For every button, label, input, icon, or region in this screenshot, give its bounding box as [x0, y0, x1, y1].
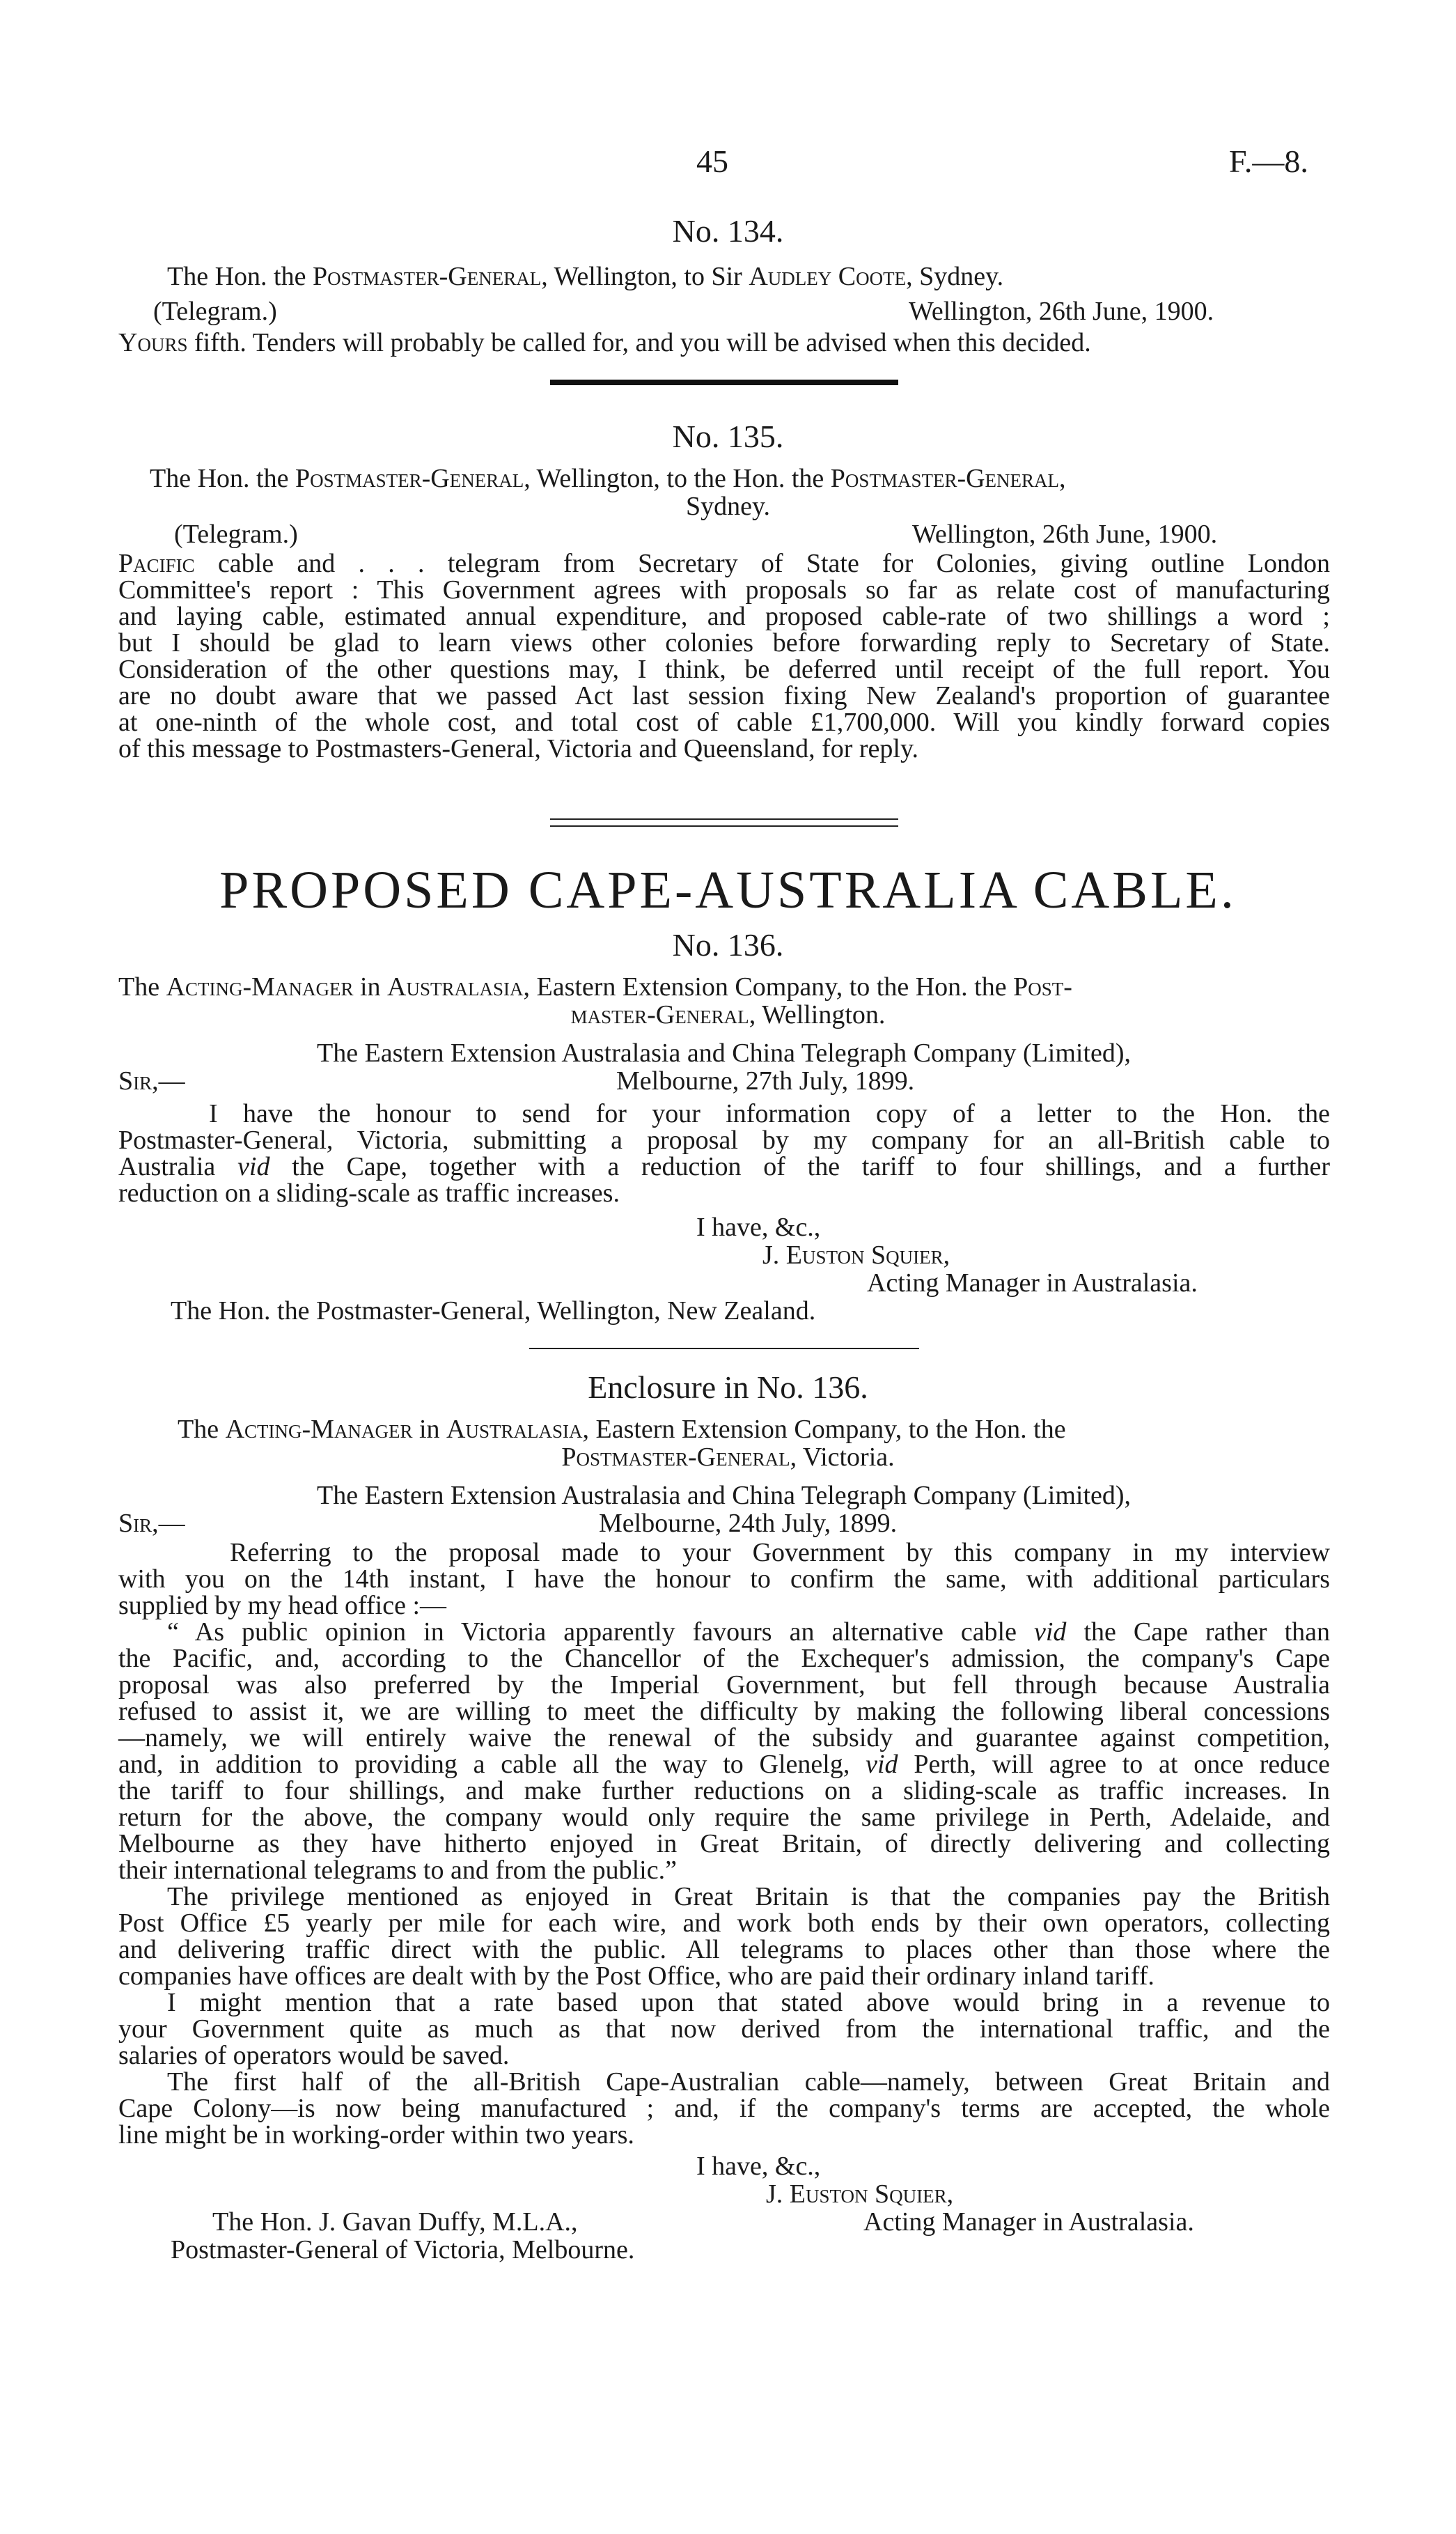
text: Pacific	[118, 549, 195, 578]
body-line: but I should be glad to learn views other colonies before forwarding reply to Secretary of State.	[118, 628, 1330, 658]
text: Post-	[1013, 972, 1072, 1002]
italic-word: vid	[866, 1750, 898, 1779]
enclosure-signature-title: Acting Manager in Australasia.	[863, 2207, 1194, 2237]
no136-dateline: Melbourne, 27th July, 1899.	[616, 1066, 915, 1096]
double-rule	[550, 818, 898, 827]
text: The Hon. the	[150, 464, 295, 493]
no135-telegram-label: (Telegram.)	[174, 520, 298, 549]
heading-no-134: No. 134.	[672, 213, 784, 249]
text: Postmaster-General	[312, 262, 542, 291]
enclosure-addressee-2: Postmaster-General of Victoria, Melbourne.	[171, 2235, 635, 2264]
body-line: Postmaster-General, Victoria, submitting a proposal by my company for an all-British cable to	[118, 1126, 1330, 1155]
no135-address-line	[150, 463, 1066, 494]
enclosure-signature-name	[766, 2179, 953, 2209]
text: Acting-Manager	[225, 1415, 413, 1444]
body-line: Committee's report : This Government agrees with proposals so far as relate cost of manufacturing	[118, 575, 1330, 605]
body-line: companies have offices are dealt with by the Post Office, who are paid their ordinary inland tariff.	[118, 1961, 1154, 1991]
body-line: proposal was also preferred by the Imperial Government, but fell through because Australia	[118, 1670, 1330, 1700]
body-line: —namely, we will entirely waive the renewal of the subsidy and guarantee against competition,	[118, 1723, 1330, 1752]
text: J.	[762, 1241, 786, 1270]
text: cable and . . . telegram from Secretary of State for Colonies, giving outline London	[217, 549, 1330, 578]
no136-closing: I have, &c.,	[696, 1213, 821, 1242]
enclosure-company: The Eastern Extension Australasia and China Telegraph Company (Limited),	[317, 1481, 1132, 1510]
enclosure-closing: I have, &c.,	[696, 2152, 821, 2181]
enclosure-body	[118, 1539, 1330, 2148]
text: , Wellington, to Sir	[541, 262, 749, 291]
body-line: Post Office £5 yearly per mile for each wire, and work both ends by their own operators, collecting	[118, 1909, 1330, 1938]
enclosure-salutation: Sir,—	[118, 1509, 185, 1538]
body-line: The privilege mentioned as enjoyed in Great Britain is that the companies pay the British	[167, 1882, 1330, 1911]
no135-body	[118, 550, 1330, 762]
text: Euston Squier	[789, 2179, 947, 2209]
body-line: line might be in working-order within two years.	[118, 2120, 634, 2150]
heading-no-135: No. 135.	[672, 419, 784, 454]
text: fifth. Tenders will probably be called for, and you will be advised when this decided.	[187, 328, 1091, 357]
body-line: salaries of operators would be saved.	[118, 2041, 510, 2070]
text: Euston Squier	[785, 1241, 944, 1270]
body-line: Melbourne as they have hitherto enjoyed in Great Britain, of directly delivering and collecting	[118, 1829, 1330, 1858]
text: ,	[946, 2179, 954, 2209]
body-line: Referring to the proposal made to your Government by this company in my interview	[230, 1538, 1330, 1567]
no136-company: The Eastern Extension Australasia and China Telegraph Company (Limited),	[317, 1039, 1132, 1068]
body-line: “ As public opinion in Victoria apparently favours an alternative cable vid the Cape rather than	[167, 1617, 1330, 1647]
enclosure-addressee-1: The Hon. J. Gavan Duffy, M.L.A.,	[212, 2207, 578, 2237]
text: Postmaster-General	[295, 464, 524, 493]
text: , Eastern Extension Company, to the Hon. the	[523, 972, 1014, 1002]
text: in	[412, 1415, 447, 1444]
text: , Sydney.	[906, 262, 1004, 291]
italic-word: vid	[1034, 1617, 1067, 1647]
text: , Victoria.	[790, 1443, 895, 1472]
text: , Wellington.	[749, 1000, 886, 1029]
body-line: of this message to Postmasters-General, Victoria and Queensland, for reply.	[118, 734, 919, 763]
body-line: supplied by my head office :—	[118, 1591, 447, 1620]
body-line: your Government quite as much as that now derived from the international traffic, and the	[118, 2014, 1330, 2044]
body-line: and laying cable, estimated annual expenditure, and proposed cable-rate of two shillings a word ;	[118, 602, 1330, 631]
text: Postmaster-General	[561, 1443, 790, 1472]
body-line: are no doubt aware that we passed Act last session fixing New Zealand's proportion of guarantee	[118, 681, 1330, 710]
body-line: return for the above, the company would only require the same privilege in Perth, Adelaide, and	[118, 1803, 1330, 1832]
body-line: and delivering traffic direct with the public. All telegrams to places other than those where the	[118, 1935, 1330, 1964]
body-line: I have the honour to send for your information copy of a letter to the Hon. the	[209, 1099, 1330, 1128]
text: The Hon. the	[167, 262, 313, 291]
text: Yours	[118, 328, 188, 357]
body-line: reduction on a sliding-scale as traffic increases.	[118, 1179, 620, 1208]
body-line: Australia vid the Cape, together with a reduction of the tariff to four shillings, and a further	[118, 1152, 1330, 1181]
no134-body	[118, 327, 1091, 358]
no136-body	[118, 1101, 1330, 1206]
text: The	[118, 972, 166, 1002]
text: Postmaster-General	[830, 464, 1060, 493]
no136-signature-name	[762, 1240, 950, 1270]
body-line: I might mention that a rate based upon that stated above would bring in a revenue to	[167, 1988, 1330, 2017]
body-line: and, in addition to providing a cable all the way to Glenelg, vid Perth, will agree to at once reduce	[118, 1750, 1331, 1779]
text: J.	[766, 2179, 790, 2209]
text: Audley Coote	[749, 262, 907, 291]
body-line	[118, 550, 1330, 577]
text: Australasia	[387, 972, 524, 1002]
no136-addressee: The Hon. the Postmaster-General, Wellington, New Zealand.	[171, 1296, 816, 1326]
body-line: Consideration of the other questions may, I think, be deferred until receipt of the full report. You	[118, 655, 1330, 684]
text: Acting-Manager	[166, 972, 354, 1002]
no135-dateline: Wellington, 26th June, 1900.	[912, 520, 1218, 549]
no134-address-line	[167, 261, 1003, 292]
text: ,	[943, 1241, 950, 1270]
body-line: the tariff to four shillings, and make further reductions on a sliding-scale as traffic increases. In	[118, 1776, 1330, 1805]
text: in	[353, 972, 388, 1002]
enclosure-address-line-2	[0, 1442, 1456, 1472]
separator-rule	[550, 380, 898, 385]
enclosure-dateline: Melbourne, 24th July, 1899.	[599, 1509, 898, 1538]
text: master-General	[570, 1000, 749, 1029]
no134-dateline: Wellington, 26th June, 1900.	[909, 297, 1214, 326]
section-title: PROPOSED CAPE-AUSTRALIA CABLE.	[219, 861, 1237, 919]
body-line: Cape Colony—is now being manufactured ; and, if the company's terms are accepted, the whole	[118, 2094, 1330, 2123]
no136-salutation: Sir,—	[118, 1066, 185, 1096]
heading-enclosure: Enclosure in No. 136.	[588, 1369, 868, 1405]
no136-address-line-2	[0, 1000, 1456, 1030]
text: Australasia	[446, 1415, 583, 1444]
text: , Wellington, to the Hon. the	[524, 464, 831, 493]
body-line: their international telegrams to and from the public.”	[118, 1856, 677, 1885]
no136-signature-title: Acting Manager in Australasia.	[867, 1268, 1198, 1298]
body-line: with you on the 14th instant, I have the honour to confirm the same, with additional particulars	[118, 1564, 1330, 1594]
no136-address-line	[118, 972, 1072, 1002]
no134-telegram-label: (Telegram.)	[153, 297, 277, 326]
body-line: at one-ninth of the whole cost, and total cost of cable £1,700,000. Will you kindly forward copies	[118, 708, 1330, 737]
enclosure-address-line	[178, 1414, 1066, 1445]
body-line: the Pacific, and, according to the Chancellor of the Exchequer's admission, the company's Cape	[118, 1644, 1330, 1673]
text: ,	[1059, 464, 1066, 493]
series-number: F.—8.	[1229, 143, 1308, 179]
separator-rule	[529, 1348, 919, 1349]
text: , Eastern Extension Company, to the Hon. the	[582, 1415, 1066, 1444]
no135-address-line-2: Sydney.	[685, 492, 771, 521]
text: The	[178, 1415, 226, 1444]
heading-no-136: No. 136.	[672, 927, 784, 963]
body-line: The first half of the all-British Cape-Australian cable—namely, between Great Britain and	[167, 2067, 1330, 2097]
italic-word: vid	[237, 1152, 270, 1181]
body-line: refused to assist it, we are willing to meet the difficulty by making the following liberal concessions	[118, 1697, 1330, 1726]
page-number: 45	[696, 143, 728, 179]
